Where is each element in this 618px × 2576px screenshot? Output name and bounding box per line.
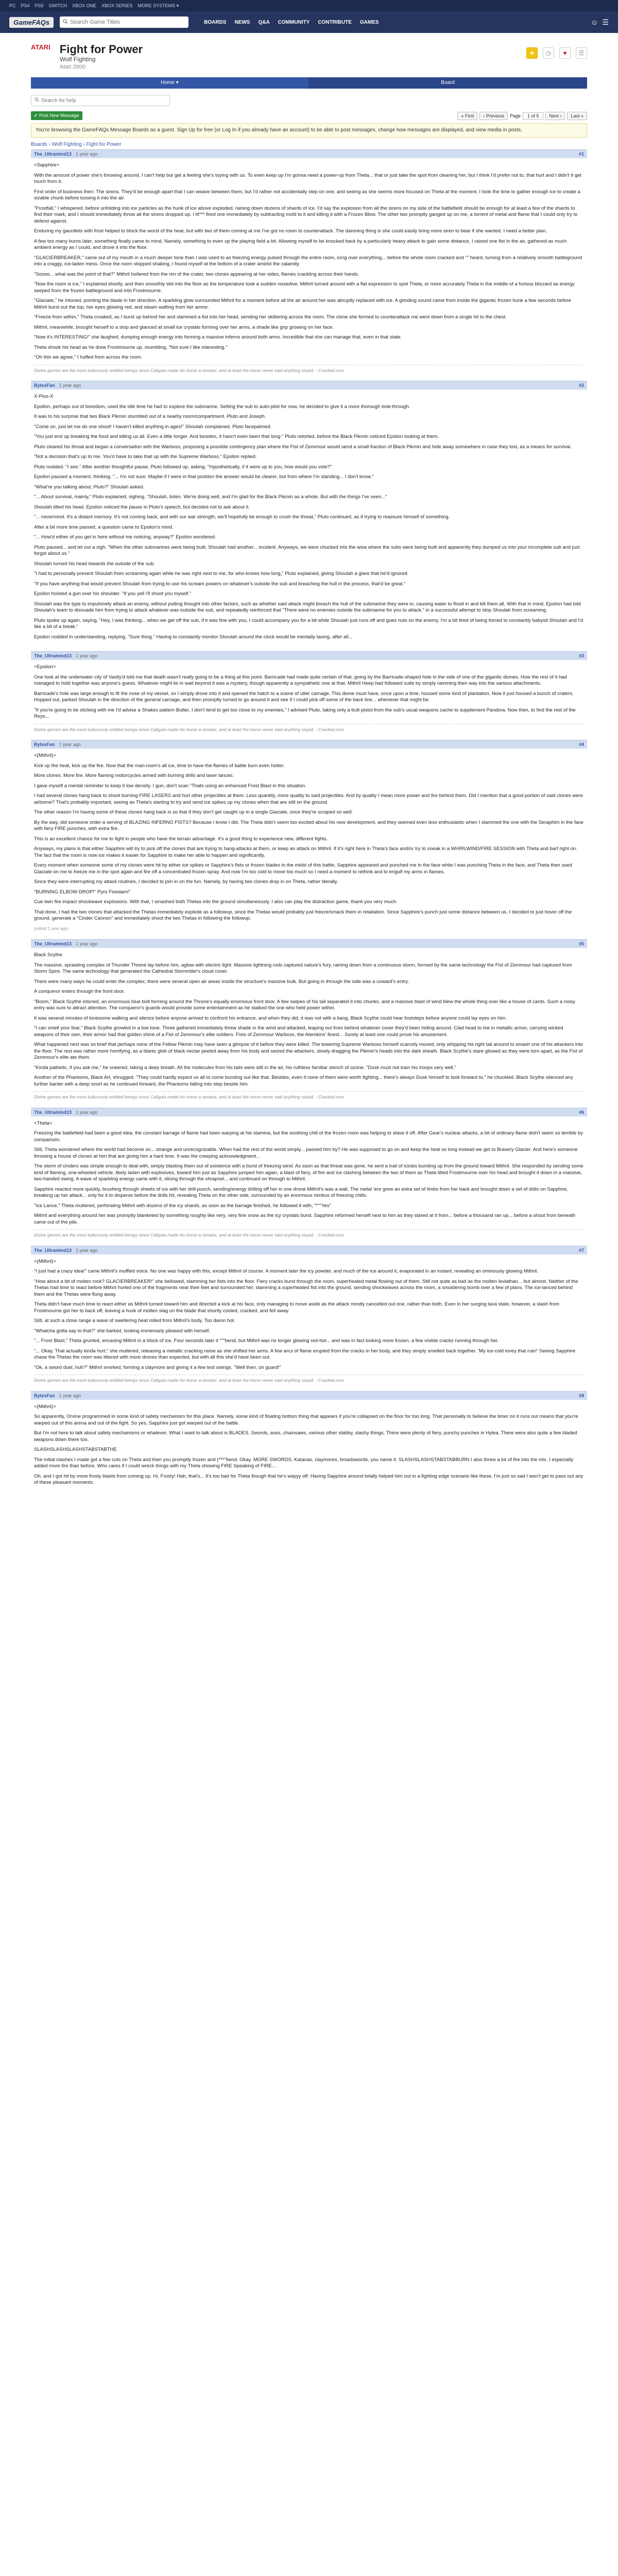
post-paragraph: It was several minutes of lonesome walking and silence before anyone arrived to confront his entrance, and when they did, it was not with a bang. Black Scythe could hear footsteps before anyone could lay eyes on him. <box>34 1015 507 1021</box>
post-paragraph: It was to his surprise that two Black Pikmin stumbled out of a nearby room/compartment. Pluto and Joseph. <box>34 414 266 419</box>
more-systems-dropdown[interactable]: MORE SYSTEMS ▾ <box>138 3 179 8</box>
post-body <box>31 1400 587 1494</box>
prev-page-button[interactable]: ‹ Previous <box>479 112 508 120</box>
main-nav <box>204 20 379 25</box>
nav-contribute[interactable]: CONTRIBUTE <box>318 19 352 25</box>
search-icon <box>35 97 39 104</box>
post-number[interactable]: #4 <box>578 742 584 747</box>
platform-link-ps4[interactable]: PS4 <box>21 3 30 8</box>
post-header <box>31 1392 587 1400</box>
post-username[interactable]: The_Ultramind13 <box>34 653 72 658</box>
platform-link-pc[interactable]: PC <box>9 3 16 8</box>
message-post <box>31 939 587 1105</box>
list-icon[interactable]: ☰ <box>576 47 587 59</box>
platform-link-xbox-series[interactable]: XBOX SERIES <box>101 3 133 8</box>
post-paragraph: "Kinda pathetic, if you ask me," he sneered, taking a deep breath. All the molecules from his tails were still in the air, his ruthless familiar stench of ozone. "Dusk must not train his troops very well." <box>34 1064 456 1071</box>
post-timestamp: 1 year ago <box>59 1393 81 1398</box>
post-body <box>31 948 587 1105</box>
post-timestamp: 1 year ago <box>76 151 98 157</box>
post-header <box>31 940 587 948</box>
post-username[interactable]: The_Ultramind13 <box>34 941 72 946</box>
breadcrumb[interactable]: Boards › Wolf Fighting › Fight for Power <box>31 142 122 147</box>
post-body <box>31 1116 587 1243</box>
post-paragraph: The other reason I'm having some of these clones hang back is so that if they don't get caught up in a single Glaciate, once they're scraped so well. <box>34 809 353 815</box>
tab-home[interactable]: Home ▾ <box>31 77 309 89</box>
guest-notice: You're browsing the GameFAQs Message Boards as a guest. Sign Up for free (or Log In if you already have an account) to be able to post messages, change how messages are displayed, and view media in posts. <box>31 123 587 138</box>
post-signature: Divine genres are the most ludicrously entitled beings since Caligula made his horse a senator, and at least the horse never said anything stupid. - Cracked.com <box>34 1091 584 1100</box>
post-timestamp: 1 year ago <box>76 653 98 658</box>
post-paragraph: <(Mithril)> <box>34 1403 56 1410</box>
post-paragraph: Pluto cleared his throat and began a conversation with the Warboss, proposing a possible contingency plan where the Fist of Zemmour would send a small fraction of Black Pikmin and hide away somewhere in case they lost, as a means for survival. <box>34 444 572 450</box>
game-search-input[interactable] <box>70 19 185 25</box>
post-paragraph: "... Okay. That actually kinda hurt," she muttered, releasing a metallic cracking noise as she shifted her arms. A few arcs of flame erupted from the cracks in her body, and they simply smelled back together. 'My ice-cold lovey that ruin!' Seeing Sapphire chase the Thetas the room was littered with more drones than expected, but with all this she'd have been out. <box>34 1348 576 1360</box>
post-paragraph: Shoulah tilted his head. Epsilon noticed the pause in Pluto's speech, but decided not to ask about it. <box>34 504 250 510</box>
post-paragraph: Mithril, meanwhile, brought herself to a stop and glanced at small ice crystals forming over her arms, a shade like grip growing on her face. <box>34 324 334 330</box>
post-paragraph: "GLACIERBREAKER," came out of my mouth in a much deeper tone than I was used to as freezing energy pulsed through the entire room, icing over everything... before the whole room cracked and "" heard, turning from a relatively smooth battleground into a craggy, ice-laden mess. Once the room stopped shaking, I found myself at the bottom of a crater amidst the calamity. <box>34 255 582 267</box>
post-paragraph: "If you're going to be sticking with me I'd advise a Shakes pattern Butter, I don't tend to get too close to my enemies," I advised Pluto, taking only a butt-pistol from the sub's usual weapons cache to supplement Pandora. Now then, to find the rest of the Reys... <box>34 707 576 719</box>
message-post <box>31 740 587 936</box>
next-page-button[interactable]: Next › <box>545 112 565 120</box>
platform-link-xbox-one[interactable]: XBOX ONE <box>72 3 97 8</box>
nav-news[interactable]: NEWS <box>234 19 250 25</box>
post-paragraph: "You just end up breaking the food and killing us all. Even a little longer. And besides, it hasn't even been that long-" Pluto retorted, before the Black Pikmin noticed Epsilon looking at them. <box>34 434 439 439</box>
post-paragraph: A conqueror enters through the front door. <box>34 989 125 994</box>
post-paragraph: "I can smell your fear," Black Scythe growled in a low tone. Three gathered immediately threw shade in the wind and attacked, leaping out from behind whatever cover they'd been hiding around. Clad head to toe in metallic armor, carrying wicked weapons of their own, their armor had that golden shine of a Fist of Zemmour's elite soldiers. Fists of Zemmour Warboss, the Atemkins' finest... Surely at least one could prove his amusement. <box>34 1025 563 1038</box>
post-timestamp: 1 year ago <box>76 1109 98 1115</box>
post-paragraph: Still, Theta wondered where the world had become so... strange and unrecognizable. When had the rest of the world simply... passed him by? He was supposed to go on and keep the heat so long instead we get to Bravery Glacier. And here's someone throwing a house of clones at him that are giving him a hard time. It was the creeping acknowledgment... <box>34 1147 578 1159</box>
post-body <box>31 1255 587 1388</box>
tab-board[interactable]: Board <box>309 77 587 89</box>
post-paragraph: Shoulah was the type to impulsively attack an enemy, without putting thought into other factors, such as whether said attack might breach the hull of the submarine they were in, causing water to flood in and kill them all. With that in mind, Epsilon had told Shoulah's team to dissuade him from trying to attack whatever was outside the sub, and repeatedly reinforced that "There were no enemies outside the submarine for you to attack." in a successful attempt to stop Shoulah from screaming. <box>34 601 581 613</box>
post-paragraph: Another of the Phantoms, Black Art, shrugged. "They could hardly expect us all to come bursting out like that. Besides, even if none of them were worth fighting... there's always Dusk himself to look forward to," he chuckled. Black Scythe silenced any further banter with a deep snort as he continued forward, the Phantoms falling into step beside him. <box>34 1075 573 1087</box>
post-paragraph: "Oh this we agree," I huffed from across the room. <box>34 354 143 360</box>
post-paragraph: "Not a decision that's up to me. You'd have to take that up with the Supreme Warboss," Epsilon replied. <box>34 454 257 460</box>
post-username[interactable]: BytesFan <box>34 1393 55 1398</box>
game-platform: Atari 2600 <box>59 64 85 70</box>
post-number[interactable]: #3 <box>578 653 584 658</box>
post-body <box>31 158 587 378</box>
first-page-button[interactable]: « First <box>457 112 477 120</box>
post-paragraph: <(Mithril)> <box>34 1258 56 1264</box>
post-timestamp: 1 year ago <box>59 742 81 747</box>
post-body <box>31 660 587 737</box>
message-post <box>31 651 587 737</box>
post-paragraph: That done, I had the two clones that attacked the Thetas immediately explode as a followup, since the Thetas would probably just freeze/smack them in retaliation. Since Sapphire's punch just some distance between us, I decided to just hover off the ground, generate a "Cinder Cannon" and immediately shoot the two Thetas in following the followup. <box>34 909 572 921</box>
page-container <box>31 33 587 1494</box>
post-number[interactable]: #2 <box>578 383 584 388</box>
post-header <box>31 381 587 389</box>
post-number[interactable]: #5 <box>578 941 584 946</box>
post-number[interactable]: #1 <box>578 151 584 157</box>
post-timestamp: 1 year ago <box>76 1247 98 1253</box>
heart-icon[interactable]: ♥ <box>559 47 571 59</box>
post-paragraph: There were many ways he could enter the complex; there were several open air areas inside the structure's massive bulk. But going in through the side was a coward's entry. <box>34 978 409 985</box>
post-paragraph: Black Scythe <box>34 952 62 958</box>
post-paragraph: With the amount of power she's throwing around, I can't help but get a feeling she's toying with us. To even keep up I'm gonna need a power-up from Theta... that or just take the spot from cleaning her, but I think I'd prefer not to, that hurt and I didn't it get much from it. <box>34 172 582 184</box>
post-paragraph: Freezing the battlefield had been a good idea; the constant barrage of flame had been warping at his stamina, but the soothing chill of the frozen room was helping to stave it off. After Gear's nuclear attacks, a bit of ordinary flame didn't seem so terrible by comparison. <box>34 1130 583 1143</box>
post-paragraph: More clones. More fire. More flaming motorcycles armed with burning drills and laser lances. <box>34 773 234 778</box>
post-paragraph: The storm of cinders was simple enough to deal with, simply blasting them out of existence with a burst of freezing wind. As soon as that threat was gone, he sent a trail of icicles bursting up from the ground toward Mithril. She responded by sending some kind of flaming, one-wheeled vehicle, likely laden with explosives, toward him just as Sapphire jumped him again, a blast of fiery, of fire and ice clashing between the two of them as Theta tilted Frostmourne over his head and brought it down in a massive, two-handed swing. A wave of sparkling energy came with it, slicing through the shrapnel... and continued on through to Mithril. <box>34 1163 583 1182</box>
user-icon[interactable]: ☺ <box>591 18 598 26</box>
post-paragraph: "Now it's INTERESTING!" she laughed, dumping enough energy into forming a massive inferno around both arms. Incredible that she can manage that, even in that state. <box>34 334 402 340</box>
message-post <box>31 149 587 378</box>
search-icon <box>63 19 68 26</box>
post-paragraph: Epsilon nodded in understanding, replying, "Sure thing." Having to constantly monitor Shoulah around the clock would be mentally taxing, after all... <box>34 634 353 640</box>
post-number[interactable]: #7 <box>578 1247 584 1253</box>
post-header <box>31 150 587 158</box>
post-signature: Divine genres are the most ludicrously entitled beings since Caligula made his horse a senator, and at least the horse never said anything stupid. - Cracked.com <box>34 1229 584 1239</box>
post-paragraph: Barricade's hole was large enough to fit the nose of my vessel, so I simply drove into it and opened the hatch to a scene of utter carnage. This dome must have, once upon a time, housed some kind of plantation. Now it just housed a bunch of craters. Hopped out, parked Shoulah in the direction of the general carnage, and then promptly turned to go around it and see if I could pick off some of the back line... whenever that might be. <box>34 690 574 703</box>
post-paragraph: Pluto spoke up again, saying, "Hey, I was thinking... when we get off the sub, if it was fine with you, I could accompany you for a bit while Shoulah just runs off and goes nuts on the enemy. I'm a bit tired of being forced to constantly babysit Shoulah and I'd like a bit of a break." <box>34 617 583 630</box>
post-paragraph: Kick up the heat, kick up the fire. Now that the man-room's all ice, time to have the flames of battle burn even hotter. <box>34 762 285 769</box>
post-paragraph: I had several clones hang back to shoot burning FIRE LASERS and hurl other projectiles at them. Less quantity, more quality to said projectiles. And by quality I mean more power and fire behind them. Did I mention that a good portion of said clones were airborne? That's probably important, seeing as Theta's starting to try and send ice spikes up my clones when that are still on the ground. <box>34 793 583 805</box>
post-paragraph: Cue twin fire impact shockwave explosions. With that, I smashed both Thetas into the ground simultaneously. I also can play the distraction game, thank you very much. <box>34 899 398 905</box>
board-search <box>31 95 170 106</box>
post-paragraph: Every moment when someone some of my clones were hit by either ice spikes or Sapphire's fists or frozen blades in the midst of this battle, Sapphire appeared and punched me in the face while I was punching Theta in the face, and Theta then used Glaciate on me to freeze me in the spot again and fire off a concentrated frozen spray. And now I'm too cold to move too much so I need a moment to rethink and to engulf my arms in flames. <box>34 862 572 875</box>
post-number[interactable]: #8 <box>578 1393 584 1398</box>
post-paragraph: Mithril and everything around her was promptly blanketed by something roughly like very, very fine snow as the icy crystals burst. Sapphire reformed herself next to him as they stared at it from... before a thousand ran up... before a shout from beneath came out of the pile. <box>34 1213 576 1225</box>
post-paragraph: "... Frost Blast," Theta grunted, encasing Mithril in a block of ice. Four seconds later it """bend, but Mithril was no longer glowing red-hot... and was in fact looking more frozen, a few visible cracks running through her. <box>34 1338 499 1344</box>
page-select[interactable]: 1 of 5 <box>523 112 544 120</box>
post-paragraph: Enduring my gauntlets with frost helped to block the worst of the heat, but with two of them coming at me I've got no room to counterattack. The damning thing is she could easily bring more siren to bear if she wanted. I need a better plan. <box>34 228 547 234</box>
post-paragraph: Sapphire reacted more quickly, brushing through sheets of ice with her drill-punch, sending/energy drilling off her in one drone Mithril's was a wall. The metal 'ere grew an extra set of limbs from her back and brought down a set of drills on Sapphire, breaking up her attack... only for it to disperse before the drills hit, revealing Theta on the other side, surrounded by an enormous nimbus of freezing chills. <box>34 1186 569 1198</box>
message-post <box>31 1108 587 1243</box>
post-paragraph: First order of business then: The sirens. They'd be enough apart that I can weave between them, but I'd rather not accidentally step on one, and seeing as she seems more focused on Theta at the moment, I took the time to gather enough ice to create a sizable chunk before tossing it into the air. <box>34 189 580 201</box>
post-paragraph: "Boom," Black Scythe intoned, an enormous blue bolt forming around the Throne's equally enormous front door. A few swipes of his tail separated it into chunks, and a massive blast of wind blew the whole thing over like a house of cards. Such a noisy entry was sure to attract attention. The conqueror's guards would provide some entertainment as he stalked the one who held power within. <box>34 998 575 1011</box>
post-paragraph: SLASHSLASHSLASHSTABSTABTHE <box>34 1447 117 1452</box>
post-paragraph: Epsilon hoisted a gun over his shoulder. "If you yell I'll shoot you myself." <box>34 591 192 597</box>
post-username[interactable]: BytesFan <box>34 383 55 388</box>
post-paragraph: "Now the room is ice," I explained shortly, and then smoothly slid into the floor as the temperature took a sudden nosedive. Mithril turned around with a flat expression to spot Theta, or more accurately Theta in the middle of a furious blizzard as energy seeped from the frozen battleground and into Frostmourne. <box>34 281 575 294</box>
post-header <box>31 740 587 749</box>
message-post <box>31 1246 587 1388</box>
message-list <box>31 149 587 1494</box>
post-paragraph: Theta didn't have much time to react either as Mithril turned toward him and directed a kick at his face, only managing to move aside as the attack mostly cancelled out one, rather than both. Even in her surging lava state, however, a slash from Frostmourne got her to back off, leaving a husk of molten slag on the blade that shortly cooled, cracked, and fell away. <box>34 1301 559 1314</box>
post-header <box>31 1246 587 1255</box>
post-paragraph: "I had to personally prevent Shoulah from screaming again while he was right next to me, for who knows how long," Pluto explained, giving Shoulah a glare that he'd ignored. <box>34 571 409 577</box>
nav-games[interactable]: GAMES <box>359 19 379 25</box>
post-header <box>31 652 587 660</box>
post-paragraph: "Come on, just let me do one shoot! I haven't killed anything in ages!" Shoulah complained. Pluto facepalmed. <box>34 423 272 430</box>
post-paragraph: <(Mithril)> <box>34 753 56 758</box>
post-body <box>31 749 587 936</box>
board-actions <box>31 111 587 120</box>
site-header <box>0 11 618 33</box>
game-search <box>60 16 188 28</box>
post-body <box>31 389 587 648</box>
post-paragraph: <Epsilon> <box>34 664 56 670</box>
message-post <box>31 381 587 648</box>
post-paragraph: "If you have anything that would prevent Shoulah from trying to use his scream powers on whatever's outside the sub and breaching the hull in the process, that'd be great." <box>34 581 406 587</box>
post-paragraph: So apparently, Orvine programmed in some kind of safety mechanism for this place. Namely, some kind of floating bottom thing that appears if you're collapsed on the floor for too long. That personally to believe the timer on it runs out means that you're warped out of this arena and out of the fight. So yes, Sapphire just got warped out of the battle. <box>34 1414 578 1426</box>
post-paragraph: One look at the underwater city of Vastly'd told me that death wasn't really going to be a thing at this point. Barricade had made quite certain of that, going by the Barricade-shaped hole in the side of one of the gigantic domes. How the rest of it had managed to hold together was anyone's guess. Whatever might lie in wait beyond it was a mystery, though apparently a sympathetic one at that. Mithril Heep had followed suite by simply ramming their way into the various attachments. <box>34 674 567 686</box>
post-paragraph: Theta shook his head as he drew Frostmourne up, mumbling, "Not sure I like interesting." <box>34 344 228 350</box>
post-paragraph: Still, at such a close range a wave of sweltering heat rolled from Mithril's body. Too damn hot. <box>34 1318 235 1324</box>
game-subtitle: Wolf Fighting <box>59 56 96 63</box>
post-paragraph: Shoulah turned his head towards the outside of the sub. <box>34 561 156 567</box>
platform-link-switch[interactable]: SWITCH <box>48 3 67 8</box>
post-paragraph: "I just had a crazy idea!" came Mithril's muffled voice. No one was happy with this, except Mithril of course. A moment later the icy powder, and much of the ice around it, evaporated in an instant, revealing an ominously glowing Mithril. <box>34 1268 538 1274</box>
platform-bar <box>0 0 618 11</box>
post-paragraph: "Ok, a sword duel, huh?" Mithril smirked, forming a claymore and giving it a few test swings. "Well then, on guard!" <box>34 1364 281 1370</box>
game-actions <box>526 47 587 59</box>
post-paragraph: "... How'd either of you get in here without me noticing, anyway?" Epsilon wondered. <box>34 534 216 540</box>
post-paragraph: "Frostfall," I whispered, before unfolding into ice particles as the hunk of ice above exploded, raining down dozens of shards of ice. I'd say the explosion from all the sirens on my side of the battlefield should be enough for at least a few of the shards to find their mark, and I should immediately throw all the sirens dropped up. I lit*** fired one immediately by subtracting mold to it and killing it with a Frozen Blow. The other two promptly ganged up on me, a torrent of metal and flame that I could only try to defend against. <box>34 205 578 224</box>
post-paragraph: "Soooo... what was the point of that?" Mithril hollered from the rim of the crater, two clones appearing at her sides, flames crackling across their hands. <box>34 271 359 277</box>
post-paragraph: The massive, sprawling complex of Thunder Throne lay before him, aglow with electric light. Massive lightning rods captured nature's fury, raining down from a continuous storm, formed by the same technology the Fist of Zemmour had captured from Storm Spire. The same technology that generated the Cathedral Stormrider's cloud cover. <box>34 962 572 974</box>
post-new-message-button[interactable]: ✔ Post New Message <box>31 111 82 120</box>
post-paragraph: "How about a bit of molten rock? GLACIERBREAKER!" she bellowed, slamming her fists into the floor. Fiery cracks burst through the room, superheated metal flowing out of them. Still not quite as bad as the molten leviathan... but almost. Neither of the Thetas had time to react before Mithril hurled one of the fragments near their feet and surrounded her, slamming a superheated fist into the ground, sending shockwaves across the room, a smoldering bomb over a few of plans. The ice-lanced behind them and the Thetas were flung away. <box>34 1278 578 1297</box>
post-paragraph: But I'm not here to talk about safety mechanisms or whatever. What I want to talk about is BLADES. Swords, axes, chainsaws, various other stabby, slashy things. There were plenty of fiery, punchy punches in Hylea. There were also quite a few bladed weapons down there too. <box>34 1430 577 1443</box>
post-paragraph: "BURNING ELBOW DROP!" Pyro Fireslam!" <box>34 889 131 895</box>
user-area <box>591 18 609 27</box>
post-paragraph: Epsilon paused a moment, thinking. "... I'm not sure. Maybe if I were in that position the answer would be clearer, but from where I'm standing... I don't know." <box>34 474 374 480</box>
post-paragraph: The initial clashes I made got a few cuts on Theta and then you promptly frozen and (***"bend. Okay. MORE SWORDS. Katanas, claymores, broadswords, you name it. SLASHSLASHSTABSTABBURN I also threw a lot of fire into the mix. I especially added more fire than before. Who cares if I could wreck things with my Theta showing FIRE Speaking of FIRE... <box>34 1456 574 1469</box>
pagination <box>457 112 587 120</box>
post-paragraph: "What're you talking about, Pluto?" Shoulah asked. <box>34 484 144 490</box>
post-paragraph: "... nevermind. It's a distant memory. It's not coming back, and with our war strength, we'll hopefully be enough to crush the threat," Pluto continued, as if trying to reassure himself of something. <box>34 514 450 520</box>
post-username[interactable]: BytesFan <box>34 742 55 747</box>
post-paragraph: By the way, did someone order a serving of BLAZING INFERNO FISTS? Because I know I did. The Theta didn't seem too excited about his new development, and they seemed even less enthusiastic when I slammed the one with the Seraphim in the face with fiery FIRE punches, with extra fire. <box>34 819 583 832</box>
nav-boards[interactable]: BOARDS <box>204 19 227 25</box>
post-paragraph: A few too many burns later, something finally came to mind. Namely, something to even up the playing field a bit. Allowing myself to be knocked back by a particularly heavy attack to gain some distance, I raised one fist in the air, gathered as much ambient energy as I could, and drove it into the floor. <box>34 238 567 250</box>
game-header <box>31 43 587 70</box>
page-label: Page <box>509 113 521 118</box>
post-paragraph: Pluto nodded. "I see." After another thoughtful pause, Pluto followed up, asking, "Hypothetically, if it were up to you, how would you vote?" <box>34 464 332 470</box>
menu-icon[interactable]: ☰ <box>602 18 609 26</box>
post-username[interactable]: The_Ultramind13 <box>34 151 72 157</box>
post-username[interactable]: The_Ultramind13 <box>34 1109 72 1115</box>
post-paragraph: Anyways, my plans is that either Sapphire will try to pick off the clones that are trying to hang-attacks at them, or keep an attack on Mithril. If it's right here in Theta's face and/or try to sneak in a WHIRLWIND/FIRE SESSION with Theta and barf right on. The fact that the room is now ice makes it easier for Sapphire to make her able to happen and significantly. <box>34 846 577 858</box>
post-paragraph: "Ice Lance," Theta muttered, perforating Mithril with dozens of the icy shards, as soon as the barrage finished, he followed it with, "*""Yes" <box>34 1202 331 1209</box>
brand-logo: ATARI <box>31 43 50 51</box>
site-logo[interactable]: GameFAQs <box>9 17 54 28</box>
post-paragraph: "Freeze from within," Theta croaked, as I burst up behind her and slammed a fist into her head, sending her skittering across the room. The clone she formed to counterattack me went down from a single hit to the chest. <box>34 314 507 320</box>
nav-community[interactable]: COMMUNITY <box>278 19 310 25</box>
post-edited-note: (edited 1 year ago) <box>34 926 69 931</box>
post-paragraph: After a bit more time passed, a question came to Epsilon's mind. <box>34 524 174 530</box>
post-paragraph: I gave myself a mental reminder to keep it low density. I gun, don't scan "Thats using an enhanced Frost Blast in this situation. <box>34 783 306 789</box>
post-timestamp: 1 year ago <box>59 383 81 388</box>
post-paragraph: "... About survival, mainly," Pluto explained, sighing. "Shoulah, listen. We're doing well, and I'm glad for the Black Pikmin as a whole. But with the things I've seen..." <box>34 494 387 500</box>
post-paragraph: <Theta> <box>34 1120 53 1126</box>
platform-link-ps5[interactable]: PS5 <box>35 3 44 8</box>
post-username[interactable]: The_Ultramind13 <box>34 1247 72 1253</box>
last-page-button[interactable]: Last » <box>567 112 587 120</box>
page-title: Fight for Power <box>59 43 143 56</box>
post-number[interactable]: #6 <box>578 1109 584 1115</box>
post-signature: Divine genres are the most ludicrously entitled beings since Caligula made his horse a senator, and at least the horse never said anything stupid. - Cracked.com <box>34 365 584 374</box>
board-search-input[interactable] <box>41 98 166 104</box>
nav-qa[interactable]: Q&A <box>258 19 270 25</box>
star-icon[interactable]: ★ <box>526 47 538 59</box>
post-paragraph: Since they were interrupting my attack routines, I decided to join in on the fun. Namely, by having two clones drop in on Theta, rather literally. <box>34 879 338 885</box>
post-paragraph: What happened next was so brief that perhaps none of the Fellow Pikmin may have seen a glimpse of it before they were killed. The towering Supreme Warboss himself scarcely moved, only whipping his right tail around to smash one of his attackers into the floor. The rest was rather more horrifying, as a titanic glob of black nectar peeled away from his body and seized the attackers, slowly dragging the Pikmin's heads into the dark sheath. Black Scythe's stare glowed as they were torn apart, as the Fist of Zemmour's elite ate them. <box>34 1042 583 1060</box>
post-paragraph: This is an excellent chance for me to fight in people who have the terrain advantage. It's a good thing to experience new, different fights. <box>34 836 328 842</box>
message-post <box>31 1391 587 1494</box>
game-tabs <box>31 77 587 89</box>
post-paragraph: X-Plus-X <box>34 394 54 399</box>
post-paragraph: "Glaciate," he intoned, pointing the blade in her direction. A sparkling glow surrounded Mithril for a moment before all the air around her was abruptly replaced with ice. A grinding sound came from inside the gigantic frozen hunk a few seconds before Mithril burst out the top, her eyes glowing red, and steam wafting from her armor. <box>34 298 571 310</box>
clock-icon[interactable]: ◷ <box>543 47 554 59</box>
post-timestamp: 1 year ago <box>76 941 98 946</box>
post-signature: Divine genres are the most ludicrously entitled beings since Caligula made his horse a senator, and at least the horse never said anything stupid. - Cracked.com <box>34 724 584 733</box>
post-signature: Divine genres are the most ludicrously entitled beings since Caligula made his horse a senator, and at least the horse never said anything stupid. - Cracked.com <box>34 1375 584 1384</box>
post-paragraph: <Sapphire> <box>34 162 60 168</box>
post-header <box>31 1108 587 1116</box>
post-paragraph: "Whatcha gotta say to that?" she barked, looking immensely pleased with herself. <box>34 1328 211 1334</box>
post-paragraph: Pluto paused... and let out a sigh. "When the other submarines were being built, Shoulah had another... incident. Anyways, we were chucked into the area where the subs were being built and apparently they dumped us into your incomplete sub and just forgot about us." <box>34 544 580 556</box>
post-paragraph: Oh, and I got hit by more frosty blasts from coming up. Hi, Frosty! Hah, that's... It's too bad for Theta though that he's wayyy off. Having Sapphire around totally helped him out in a fighting edge scenario like these. I'm just so sad I won't get to pass out any of these pleasant moments. <box>34 1473 583 1485</box>
post-paragraph: Epsilon, perhaps out of boredom, used the idle time he had to explore the submarine. Setting the sub to auto-pilot for now, he decided to give it a more thorough look-through. <box>34 403 410 410</box>
